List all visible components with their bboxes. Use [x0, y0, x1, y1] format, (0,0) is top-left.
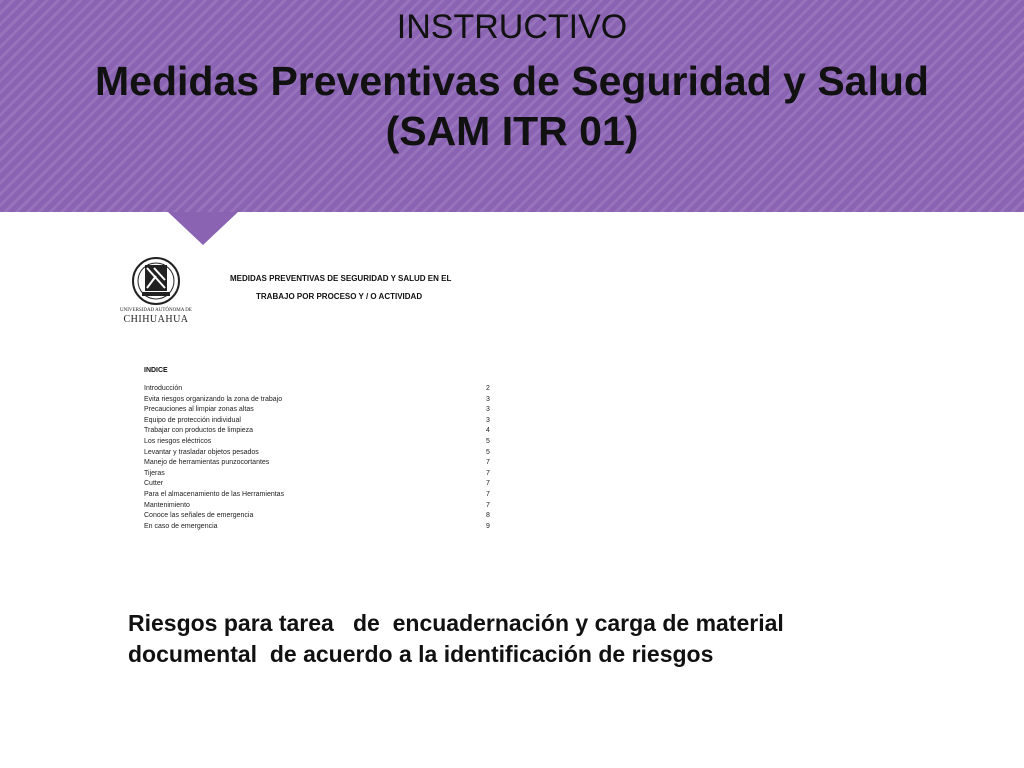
header-notch [168, 212, 238, 245]
index-item [144, 437, 494, 448]
slide-title-line-2: (SAM ITR 01) [385, 108, 639, 154]
index-item [144, 501, 494, 512]
index-item [144, 405, 494, 416]
index-item [144, 511, 494, 522]
index-item-page: 7 [486, 501, 490, 509]
index-item [144, 426, 494, 437]
index-item-page: 7 [486, 459, 490, 467]
index-item [144, 469, 494, 480]
logo-text-large: CHIHUAHUA [123, 314, 189, 325]
slide-title-line-1: Medidas Preventivas de Seguridad y Salud [95, 58, 929, 104]
index-item-label: Trabajar con productos de limpieza [144, 427, 254, 435]
index-item [144, 384, 494, 395]
index-item [144, 479, 494, 490]
index-item-label: Evita riesgos organizando la zona de trabajo [144, 395, 283, 403]
slide-header [0, 0, 1024, 212]
index-item-label: Introducción [144, 385, 183, 392]
index-item-label: Conoce las señales de emergencia [144, 512, 254, 520]
index-heading: INDICE [144, 367, 168, 374]
index-item [144, 522, 494, 533]
index-item-label: Precauciones al limpiar zonas altas [144, 406, 254, 414]
index-item-page: 2 [486, 385, 490, 392]
index-item [144, 458, 494, 469]
logo-text-small: UNIVERSIDAD AUTÓNOMA DE [120, 308, 192, 313]
index-item-page: 8 [486, 512, 490, 520]
index-item [144, 416, 494, 427]
index-item-label: Manejo de herramientas punzocortantes [144, 459, 270, 467]
index-item-label: Levantar y trasladar objetos pesados [144, 448, 259, 456]
index-item-label: Para el almacenamiento de las Herramientas [144, 490, 285, 498]
index-item-page: 3 [486, 406, 490, 414]
index-item-page: 5 [486, 437, 490, 445]
index-item-label: Cutter [144, 480, 164, 488]
university-logo [118, 256, 194, 324]
index-item-label: En caso de emergencia [144, 522, 218, 530]
index-item-page: 4 [486, 427, 490, 435]
university-crest-icon [118, 256, 194, 308]
risk-description: Riesgos para tarea de encuadernación y carga de material documental de acuerdo a la identificación de riesgos [128, 610, 791, 667]
index-item-page: 5 [486, 448, 490, 456]
index-item-page: 9 [486, 522, 490, 530]
document-image [118, 252, 528, 552]
document-title-line-1: MEDIDAS PREVENTIVAS DE SEGURIDAD Y SALUD EN EL [230, 274, 452, 283]
index-item-page: 3 [486, 395, 490, 403]
index-item [144, 395, 494, 406]
index-list [144, 384, 494, 532]
document-title-line-2: TRABAJO POR PROCESO Y / O ACTIVIDAD [256, 292, 423, 301]
index-item-label: Mantenimiento [144, 501, 190, 509]
slide-title [0, 56, 1024, 156]
index-item-page: 7 [486, 490, 490, 498]
index-item-label: Tijeras [144, 469, 165, 477]
index-item-page: 7 [486, 480, 490, 488]
index-item-page: 3 [486, 416, 490, 424]
index-item [144, 448, 494, 459]
index-item [144, 490, 494, 501]
index-item-label: Los riesgos eléctricos [144, 437, 212, 445]
index-item-page: 7 [486, 469, 490, 477]
index-item-label: Equipo de protección individual [144, 416, 241, 424]
slide-subtitle: INSTRUCTIVO [396, 8, 628, 46]
